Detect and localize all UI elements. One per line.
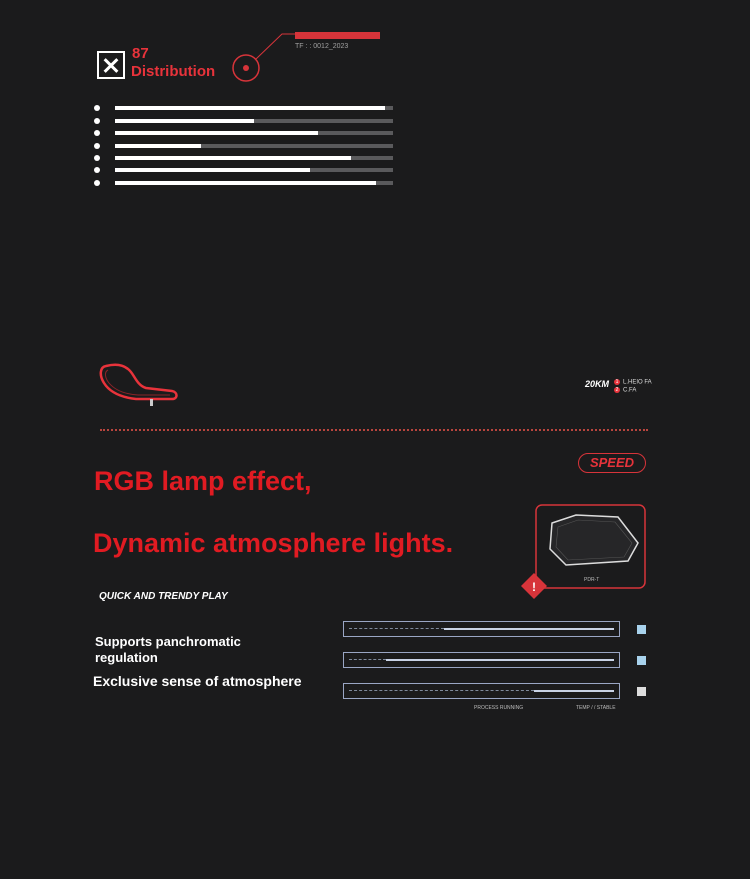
status-square-icon — [637, 687, 646, 696]
progress-bar — [343, 621, 620, 637]
bar-track — [115, 156, 393, 160]
bullet-dot — [94, 143, 100, 149]
bullet-dot — [94, 167, 100, 173]
distribution-bar — [94, 129, 394, 137]
header-number: 87 — [132, 45, 149, 62]
footer-status-left: PROCESS RUNNING — [474, 705, 524, 711]
bullet-dot — [94, 105, 100, 111]
race-track-map — [96, 361, 182, 409]
bar-fill — [115, 131, 318, 135]
bar-fill — [115, 168, 310, 172]
close-x-icon — [97, 51, 125, 79]
bullet-dot — [94, 118, 100, 124]
header-title: Distribution — [131, 63, 216, 80]
device-label: PDR-T — [584, 577, 600, 583]
footer-status-right: TEMP / / STABLE — [576, 705, 616, 711]
target-callout-icon — [230, 30, 385, 85]
progress-dashes — [349, 659, 386, 660]
distribution-bar — [94, 104, 394, 112]
feature-panchromatic: Supports panchromatic regulation — [95, 634, 241, 665]
legend-item-1: 1 L.HEIO FA — [615, 379, 652, 386]
speed-badge: SPEED — [578, 453, 646, 473]
status-square-icon — [637, 625, 646, 634]
headline-line1: RGB lamp effect, — [94, 466, 312, 496]
bar-track — [115, 119, 393, 123]
track-distance: 20KM — [585, 379, 610, 389]
bar-track — [115, 106, 393, 110]
tagline: QUICK AND TRENDY PLAY — [99, 591, 228, 602]
dotted-divider — [100, 429, 648, 431]
progress-bar — [343, 683, 620, 699]
status-square-icon — [637, 656, 646, 665]
bar-track — [115, 144, 393, 148]
distribution-bar — [94, 154, 394, 162]
bar-track — [115, 168, 393, 172]
bullet-dot — [94, 130, 100, 136]
distribution-bar — [94, 166, 394, 174]
bar-fill — [115, 181, 376, 185]
progress-fill — [534, 690, 614, 692]
bar-fill — [115, 106, 385, 110]
bullet-dot — [94, 180, 100, 186]
bar-fill — [115, 119, 254, 123]
header-code: TF : : 0012_2023 — [295, 43, 349, 50]
bar-fill — [115, 156, 351, 160]
bar-track — [115, 131, 393, 135]
distribution-bar — [94, 142, 394, 150]
progress-dashes — [349, 690, 534, 691]
headline-line2: Dynamic atmosphere lights. — [93, 528, 454, 558]
distribution-bar — [94, 179, 394, 187]
progress-fill — [444, 628, 614, 630]
progress-bar — [343, 652, 620, 668]
svg-text:!: ! — [532, 580, 536, 594]
bar-track — [115, 181, 393, 185]
bullet-dot — [94, 155, 100, 161]
device-outline — [520, 503, 650, 603]
distribution-bar — [94, 117, 394, 125]
bar-fill — [115, 144, 201, 148]
progress-fill — [386, 659, 614, 661]
progress-dashes — [349, 628, 444, 629]
feature-atmosphere: Exclusive sense of atmosphere — [93, 673, 302, 689]
legend-item-2: 2 C.FA — [615, 387, 637, 394]
